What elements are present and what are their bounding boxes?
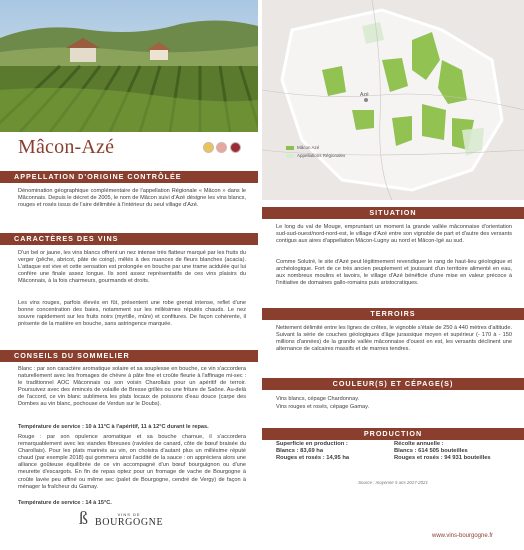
section-heading-terroirs: TERROIRS (262, 308, 524, 320)
cepages-line-blancs: Vins blancs, cépage Chardonnay. (276, 396, 360, 402)
wine-colors (205, 140, 241, 158)
vineyard-photo (0, 0, 258, 132)
section-heading-production: PRODUCTION (262, 428, 524, 440)
page-title: Mâcon-Azé (18, 136, 115, 158)
situation-text-1: Le long du val de Mouge, empruntant un moment la grande vallée mâconnaise d'orientation sud-sud-ouest/nord-nord-est, le village d'Azé entre son vignoble de part et d'autre des versants contigus aux aires d'appellation Mâcon-Lugny au nord et Mâcon-Igé au sud. (276, 224, 512, 245)
map-legend (286, 145, 345, 161)
vins-de-bourgogne-logo: ß VINS DE BOURGOGNE (79, 508, 164, 528)
red-wine-glass-icon (230, 142, 241, 153)
production-recolte: Récolte annuelle : Blancs : 614 505 bouteilles Rouges et rosés : 94 931 bouteilles (394, 441, 491, 462)
legend-item-appellations-regionales: Appellations Régionales (286, 153, 345, 158)
situation-text-2: Comme Solutré, le site d'Azé peut légitimement revendiquer le rang de haut-lieu géologique et archéologique. Fort de ce très ancien peuplement et jouissant d'un territoire alimenté en eau, aux nombreux moulins et lavoirs, le village d'Azé bénéficie d'une mise en valeur précoce à l'initiative de domaines gallo-romains puis aristocratiques. (276, 259, 512, 287)
production-surface: Superficie en production : Blancs : 83,69 ha Rouges et rosés : 14,95 ha (276, 441, 350, 462)
logo-emblem-icon: ß (79, 508, 88, 528)
section-heading-cepages: COULEUR(S) ET CÉPAGE(S) (262, 378, 524, 390)
rose-wine-glass-icon (216, 142, 227, 153)
conseils-text-rouge: Rouge : par son opulence aromatique et sa bouche charnue, il s'accordera remarquablement avec les viandes fibreuses (ravioles de canard, côte de bœuf braisée du Charollais). Pour les plats marinés au vin, on choisira d'autant plus un millésime réputé chaud (par exemple 2018) qui gommera ainsi l'acidité de la sauce : on appréciera alors une alliance goûteuse équilibrée de ce vin accompagné d'un bœuf bourguignon ou d'une meurette d'escargots. En fin de repas optez pour un fromage de vache de Bourgogne à croûte lavée peu affiné ou même sec (palet de Bourgogne, cendré de Vergy) de façon à ménager la fraîcheur du Gamay. (18, 434, 246, 490)
section-heading-caracteres: CARACTÈRES DES VINS (0, 233, 258, 245)
section-heading-conseils: CONSEILS DU SOMMELIER (0, 350, 258, 362)
caracteres-text-rouges: Les vins rouges, parfois élevés en fût, présentent une robe grenat intense, reflet d'une bonne concentration des baies, notamment sur les millésimes réputés chauds. Le nez souvre rapidement sur les fruits noirs (myrtille, mûre) et confitures. De façon cohérente, il présente de la matière en bouche, sans astringence marquée. (18, 300, 246, 328)
production-source: Source : moyenne 5 ans 2017-2021 (358, 480, 428, 485)
website-link[interactable]: www.vins-bourgogne.fr (432, 533, 494, 539)
section-heading-appellation: APPELLATION D'ORIGINE CONTRÔLÉE (0, 171, 258, 183)
conseils-temp-rouge: Température de service : 14 à 15°C. (18, 500, 112, 506)
appellation-map (262, 0, 524, 200)
conseils-text-blanc: Blanc : par son caractère aromatique solaire et sa souplesse en bouche, ce vin s'accordera naturellement avec les fromages de chèvre à pâte fine et croûte fleurie à l'affinage mi-sec : le traditionnel AOC Mâconnais ou son voisin Charollais pour un apéritif de terroir. Poursuivez avec des émincés de volaille de Bresse grillés ou une friture de Saône. Au-delà de l'accord, ce vin blanc sublimera les plats locaux de poissons d'eau douce (carpe des Dombes au vin blanc, pochouse de Verdun sur le Doubs). (18, 366, 246, 408)
cepages-line-rouges: Vins rouges et rosés, cépage Gamay. (276, 404, 370, 410)
section-heading-situation: SITUATION (262, 207, 524, 219)
terroirs-text: Nettement délimité entre les lignes de crêtes, le vignoble s'étale de 250 à 440 mètres d'altitude. Suivant la série de couches géologiques d'âge jurassique moyen et supérieur (- 170 à - 150 millions d'années) de la grande vallée mâconnaise d'ouest en est, les versants déclinent une alternance de calcaires massifs et de marnes tendres. (276, 325, 512, 353)
appellation-text: Dénomination géographique complémentaire de l'appellation Régionale « Mâcon » dans le Mâconnais. Depuis le décret de 2005, le nom de Mâcon suivi d'Azé désigne les vins blancs, rouges et rosés issus de l'aire délimitée à l'intérieur du seul village d'Azé. (18, 188, 246, 209)
legend-item-macon-aze: Mâcon Azé (286, 145, 345, 150)
white-wine-glass-icon (203, 142, 214, 153)
conseils-temp-blanc: Température de service : 10 à 11°C à l'apéritif, 11 à 12°C durant le repas. (18, 424, 209, 430)
caracteres-text-blancs: D'un bel or jaune, les vins blancs offrent un nez intense très flatteur marqué par les fruits du verger (pêche, abricot, pâte de coing), mêlés à des nuances de fleurs blanches (acacia). L'attaque est vive et cette sensation est prolongée en bouche par une trame acidulée qui lui confère une finale assez longue. Ils sont assez représentatifs de ces vins plaisirs du Mâconnais, à la fois charmeurs, gourmands et droits. (18, 250, 246, 285)
map-village-label: Azé (360, 92, 369, 98)
